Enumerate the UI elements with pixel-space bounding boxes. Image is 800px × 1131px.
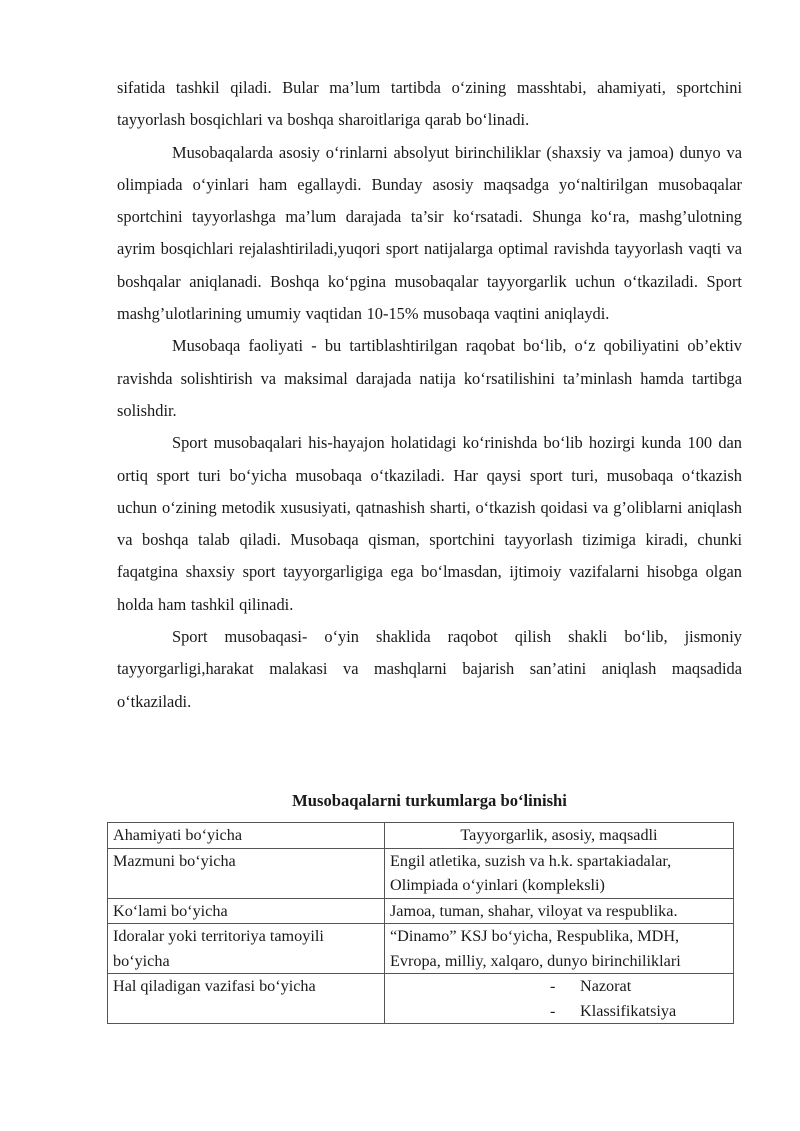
body-text (117, 72, 742, 718)
table-row (108, 974, 734, 1024)
table-cell: Ko‘lami bo‘yicha (108, 898, 385, 924)
table-row (108, 848, 734, 898)
paragraph: Musobaqalarda asosiy o‘rinlarni absolyut birinchiliklar (shaxsiy va jamoa) dunyo va olimpiada o‘yinlari ham egallaydi. Bunday asosiy maqsadga yo‘naltirilgan musobaqalar sportchini tayyorlashga ma’lum darajada ta’sir ko‘rsatadi. Shunga ko‘ra, mashg’ulotning ayrim bosqichlari rejalashtiriladi,yuqori sport natijalarga optimal ravishda tayyorlash vaqti va boshqalar aniqlanadi. Boshqa ko‘pgina musobaqalar tayyorgarlik uchun o‘tkaziladi. Sport mashg’ulotlarining umumiy vaqtidan 10-15% musobaqa vaqtini aniqlaydi. (117, 142, 742, 324)
paragraph: Sport musobaqasi- o‘yin shaklida raqobot qilish shakli bo‘lib, jismoniy tayyorgarligi,harakat malakasi va mashqlarni bajarish san’atini aniqlash maqsadida o‘tkaziladi. (117, 627, 742, 711)
paragraph: Sport musobaqalari his-hayajon holatidagi ko‘rinishda bo‘lib hozirgi kunda 100 dan ortiq sport turi bo‘yicha musobaqa o‘tkaziladi. Har qaysi sport turi, musobaqa o‘tkazish uchun o‘zining metodik xususiyati, qatnashish sharti, o‘tkazish qoidasi va g’oliblarni aniqlash va boshqa talab qiladi. Musobaqa qisman, sportchini tayyorlash tizimiga kiradi, chunki faqatgina shaxsiy sport tayyorgarligiga ega bo‘lmasdan, ijtimoiy vazifalarni hisobga olgan holda ham tashkil qilinadi. (117, 433, 742, 614)
table-row (108, 898, 734, 924)
paragraph: Musobaqa faoliyati - bu tartiblashtirilgan raqobat bo‘lib, o‘z qobiliyatini ob’ektiv ravishda solishtirish va maksimal darajada natija ko‘rsatilishini ta’minlash hamda tartibga solishdir. (117, 336, 742, 420)
table-cell: Engil atletika, suzish va h.k. spartakiadalar, Olimpiada o‘yinlari (kompleksli) (385, 848, 734, 898)
table-title: Musobaqalarni turkumlarga bo‘linishi (292, 791, 567, 810)
table-cell: “Dinamo” KSJ bo‘yicha, Respublika, MDH, Evropa, milliy, xalqaro, dunyo birinchiliklari (385, 924, 734, 974)
list-item: - Nazorat (550, 974, 728, 999)
table-cell: Hal qiladigan vazifasi bo‘yicha (108, 974, 385, 1024)
table-cell (385, 974, 734, 1024)
dash-list (390, 974, 728, 1023)
table-cell: Idoralar yoki territoriya tamoyili bo‘yicha (108, 924, 385, 974)
table-cell: Ahamiyati bo‘yicha (108, 823, 385, 849)
table-cell: Tayyorgarlik, asosiy, maqsadli (385, 823, 734, 849)
table-cell: Mazmuni bo‘yicha (108, 848, 385, 898)
list-item: - Klassifikatsiya (550, 999, 728, 1024)
table-row (108, 823, 734, 849)
table-row (108, 924, 734, 974)
paragraph: sifatida tashkil qiladi. Bular ma’lum tartibda o‘zining masshtabi, ahamiyati, sportchini tayyorlash bosqichlari va boshqa sharoitlariga qarab bo‘linadi. (117, 78, 742, 130)
classification-table (107, 822, 734, 1024)
table-cell: Jamoa, tuman, shahar, viloyat va respublika. (385, 898, 734, 924)
